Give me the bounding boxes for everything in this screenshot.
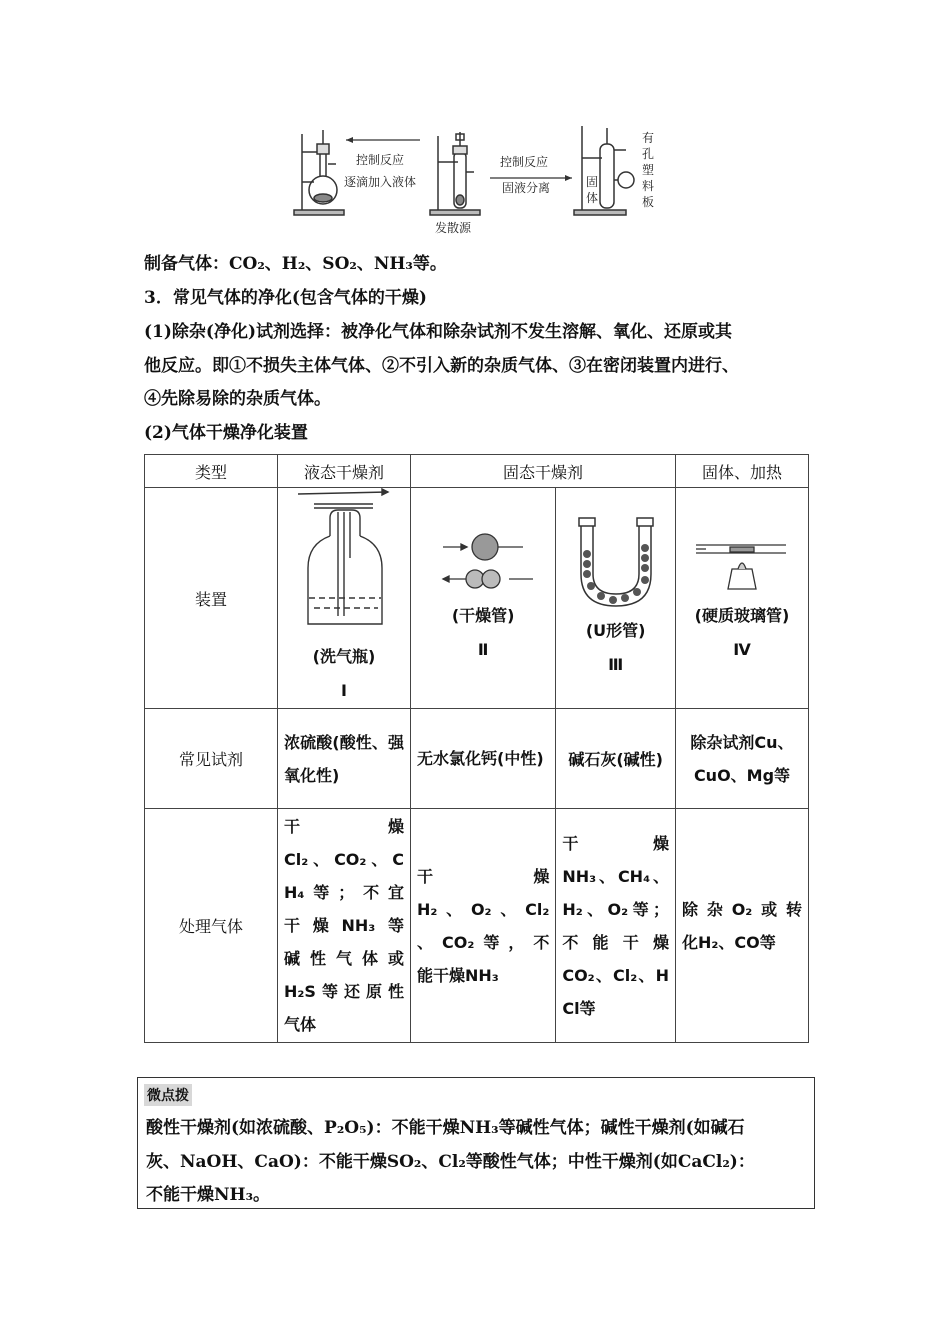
gas-liquid-word-2: 燥 (387, 817, 404, 836)
arrow1-label-top: 控制反应 (356, 153, 405, 167)
gases-line: 制备气体：CO₂、H₂、SO₂、NH₃等。 (144, 254, 447, 274)
gas-liquid-line-2: Cl₂、CO₂、C (284, 850, 404, 869)
tip-line-3: 不能干燥NH₃。 (146, 1185, 271, 1205)
tip-box (137, 1077, 815, 1209)
gas-tube-line-3: 、CO₂等，不 (417, 932, 550, 952)
paragraph-1-line-3: ④先除易除的杂质气体。 (144, 389, 331, 409)
gas-liquid-line-6: H₂S等还原性 (284, 982, 404, 1001)
header-type: 类型 (145, 455, 278, 488)
arrow2-label-bottom: 固液分离 (502, 181, 551, 195)
device-u-tube (556, 488, 676, 709)
gas-tube-line-1 (417, 860, 549, 893)
header-solid: 固态干燥剂 (411, 455, 676, 488)
row-label-gas: 处理气体 (145, 809, 278, 1043)
gas-u-tube (556, 809, 676, 1043)
tip-line-2: 灰、NaOH、CaO)：不能干燥SO₂、Cl₂等酸性气体；中性干燥剂(如CaCl₂)： (146, 1152, 755, 1172)
device-drying-tube (411, 488, 556, 709)
row-label-device: 装置 (145, 488, 278, 709)
gas-u-line-4: 不能干燥 (562, 932, 669, 952)
dryer-table (144, 454, 809, 1043)
gas-u-line-3: H₂、O₂等； (562, 899, 669, 919)
kipp-like-apparatus (574, 126, 634, 215)
gas-tube-word-1: 干 (417, 866, 434, 886)
plate-label: 有孔塑料板 (642, 131, 655, 209)
row-label-reagent: 常见试剂 (145, 709, 278, 809)
header-heat: 固体、加热 (676, 455, 809, 488)
gas-liquid-line-4: 干燥NH₃等 (284, 916, 404, 935)
caption-u-tube: (U形管) (585, 621, 646, 640)
device-row (145, 488, 809, 709)
tip-tag: 微点拨 (144, 1084, 192, 1106)
u-tube-icon (561, 514, 671, 610)
gas-u-line-1 (562, 827, 669, 860)
drying-tube-icon (423, 529, 543, 595)
gas-hard-glass-tube (676, 809, 809, 1043)
caption-drying-tube: (干燥管) (451, 606, 515, 625)
gas-tube-line-4: 能干燥NH₃ (417, 965, 499, 985)
test-tube-apparatus (430, 132, 480, 215)
gas-drying-tube (411, 809, 556, 1043)
tip-line-1: 酸性干燥剂(如浓硫酸、P₂O₅)：不能干燥NH₃等碱性气体；碱性干燥剂(如碱石 (146, 1118, 745, 1138)
header-liquid: 液态干燥剂 (278, 455, 411, 488)
reagent-drying-tube: 无水氯化钙(中性) (411, 709, 556, 809)
caption-roman-4: Ⅳ (733, 640, 751, 659)
gas-u-line-5: CO₂、Cl₂、H (562, 965, 669, 985)
paragraph-1-line-2: 他反应。即①不损失主体气体、②不引入新的杂质气体、③在密闭装置内进行、 (144, 356, 739, 376)
gas-u-word-2: 燥 (652, 833, 669, 853)
caption-wash-bottle: (洗气瓶) (312, 647, 376, 666)
paragraph-2: (2)气体干燥净化装置 (144, 423, 308, 443)
reagent-u-tube: 碱石灰(碱性) (556, 709, 676, 809)
gas-u-line-2: NH₃、CH₄、 (562, 866, 669, 886)
arrow1-label-bottom: 逐滴加入液体 (344, 175, 417, 189)
caption-hard-glass-tube: (硬质玻璃管) (694, 606, 790, 625)
device-hard-glass-tube (676, 488, 809, 709)
caption-roman-3: Ⅲ (608, 655, 624, 674)
table-header-row (145, 455, 809, 488)
gas-liquid-line-5: 碱性气体或 (284, 949, 404, 968)
gas-row (145, 809, 809, 1043)
gas-liquid-line-7: 气体 (284, 1015, 317, 1034)
section-heading: 3．常见气体的净化(包含气体的干燥) (144, 288, 427, 308)
gas-generator-figure (290, 122, 670, 240)
paragraph-1-line-1: (1)除杂(净化)试剂选择：被净化气体和除杂试剂不发生溶解、氧化、还原或其 (144, 322, 733, 342)
reagent-liquid: 浓硫酸(酸性、强氧化性) (278, 709, 411, 809)
gas-hard-line-1: 除杂O₂或转 (682, 899, 802, 919)
wash-bottle-icon (278, 488, 408, 636)
arrow2-label-top: 控制反应 (500, 155, 549, 169)
caption-roman-2: Ⅱ (477, 640, 489, 659)
gas-hard-line-2: 化H₂、CO等 (682, 932, 776, 952)
gas-liquid-word-1: 干 (284, 817, 301, 836)
gas-tube-word-2: 燥 (533, 866, 550, 886)
reagent-hard-glass-tube: 除杂试剂Cu、CuO、Mg等 (676, 709, 809, 809)
gas-tube-line-2: H₂、O₂、Cl₂ (417, 899, 550, 919)
flask-apparatus (294, 130, 344, 215)
gas-liquid (278, 809, 411, 1043)
caption-roman-1: Ⅰ (341, 681, 347, 700)
gas-liquid-line-1 (284, 810, 404, 843)
gas-u-line-6: Cl等 (562, 998, 596, 1018)
solid-label-2: 体 (586, 191, 599, 205)
reagent-row (145, 709, 809, 809)
solid-label-1: 固 (586, 175, 599, 189)
hard-glass-tube-icon (682, 529, 802, 595)
gas-liquid-line-3: H₄等；不宜 (284, 883, 404, 902)
device-wash-bottle (278, 488, 411, 709)
gas-u-word-1: 干 (562, 833, 579, 853)
center-caption: 发散源 (435, 221, 472, 235)
